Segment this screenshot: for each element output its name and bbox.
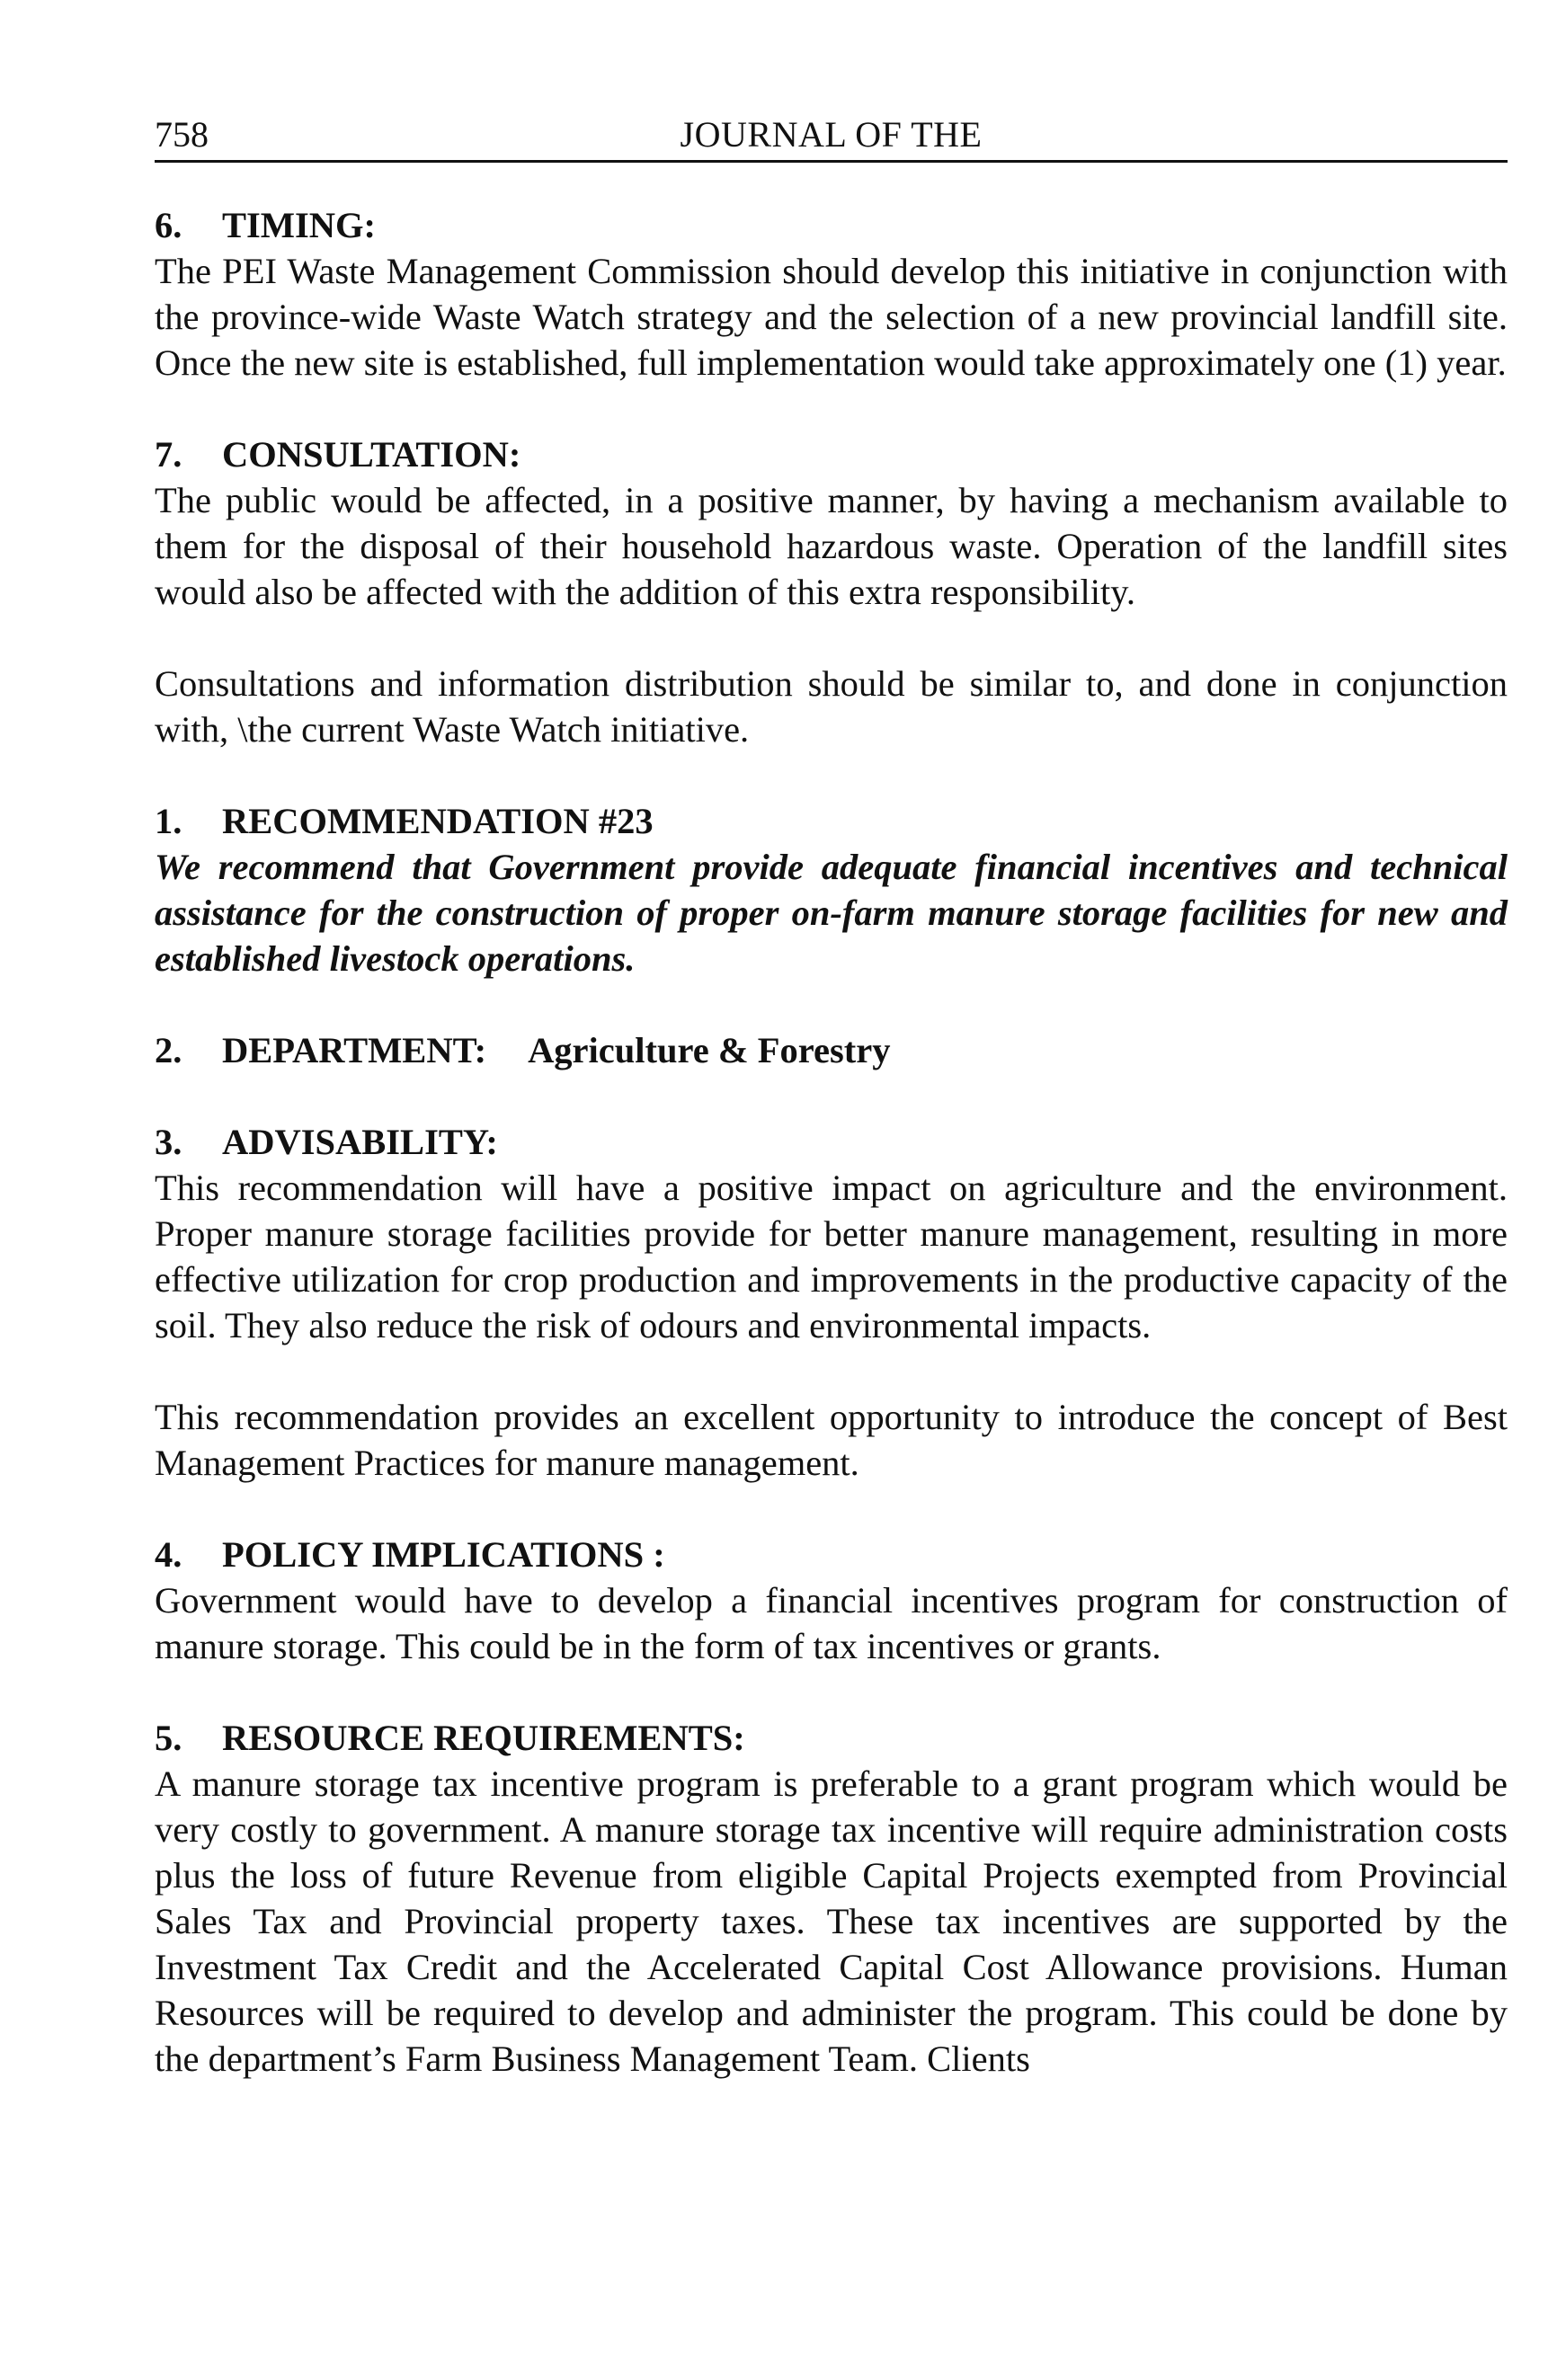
page-content (155, 202, 1508, 2082)
section-body: Government would have to develop a financial incentives program for construction of manure storage. This could be in the form of tax incentives or grants. (155, 1580, 1508, 1666)
section-number: 5. (155, 1718, 182, 1758)
section-heading (155, 1715, 1508, 1761)
section-heading (155, 202, 1508, 248)
section-timing (155, 202, 1508, 386)
section-consultation (155, 431, 1508, 752)
section-title: RECOMMENDATION #23 (222, 801, 654, 841)
section-recommendation (155, 798, 1508, 981)
section-number: 1. (155, 801, 182, 841)
section-body: This recommendation provides an excellent opportunity to introduce the concept of Best Management Practices for manure management. (155, 1397, 1508, 1483)
section-number: 4. (155, 1534, 182, 1575)
section-body: This recommendation will have a positive impact on agriculture and the environment. Proper manure storage facilities provide for better manure management, resulting in more effective utilization for crop production and improvements in the productive capacity of the soil. They also reduce the risk of odours and environmental impacts. (155, 1168, 1508, 1345)
section-number: 2. (155, 1030, 182, 1070)
section-heading (155, 1027, 1508, 1073)
section-advisability (155, 1119, 1508, 1486)
section-title: CONSULTATION: (222, 434, 521, 475)
running-header (155, 106, 1508, 164)
department-value: Agriculture & Forestry (528, 1030, 891, 1070)
section-heading (155, 431, 1508, 477)
page-number: 758 (155, 114, 209, 155)
section-title: DEPARTMENT: (222, 1030, 487, 1070)
section-number: 3. (155, 1122, 182, 1162)
section-department (155, 1027, 1508, 1073)
section-body: The public would be affected, in a positive manner, by having a mechanism available to them for the disposal of their household hazardous waste. Operation of the landfill sites would also be affected with the addition of this extra responsibility. (155, 480, 1508, 612)
section-heading (155, 798, 1508, 844)
section-resources (155, 1715, 1508, 2082)
section-body: The PEI Waste Management Commission should develop this initiative in conjunction with the province-wide Waste Watch strategy and the selection of a new provincial landfill site. Once the new site is established, full implementation would take approximately one (1) year. (155, 251, 1508, 383)
section-title: POLICY IMPLICATIONS : (222, 1534, 665, 1575)
section-title: ADVISABILITY: (222, 1122, 498, 1162)
recommendation-text: We recommend that Government provide adequate financial incentives and technical assistance for the construction of proper on-farm manure storage facilities for new and established livestock operations. (155, 847, 1508, 979)
section-body: Consultations and information distribution should be similar to, and done in conjunction with, \the current Waste Watch initiative. (155, 663, 1508, 750)
section-number: 6. (155, 205, 182, 245)
section-heading (155, 1532, 1508, 1577)
section-body: A manure storage tax incentive program is preferable to a grant program which would be very costly to government. A manure storage tax incentive will require administration costs plus the loss of future Revenue from eligible Capital Projects exempted from Provincial Sales Tax and Provincial property taxes. These tax incentives are supported by the Investment Tax Credit and the Accelerated Capital Cost Allowance provisions. Human Resources will be required to develop and administer the program. This could be done by the department’s Farm Business Management Team. Clients (155, 1763, 1508, 2079)
section-heading (155, 1119, 1508, 1165)
header-rule (155, 160, 1508, 163)
section-title: RESOURCE REQUIREMENTS: (222, 1718, 745, 1758)
section-title: TIMING: (222, 205, 376, 245)
section-policy (155, 1532, 1508, 1669)
journal-title: JOURNAL OF THE (680, 114, 983, 155)
section-number: 7. (155, 434, 182, 475)
